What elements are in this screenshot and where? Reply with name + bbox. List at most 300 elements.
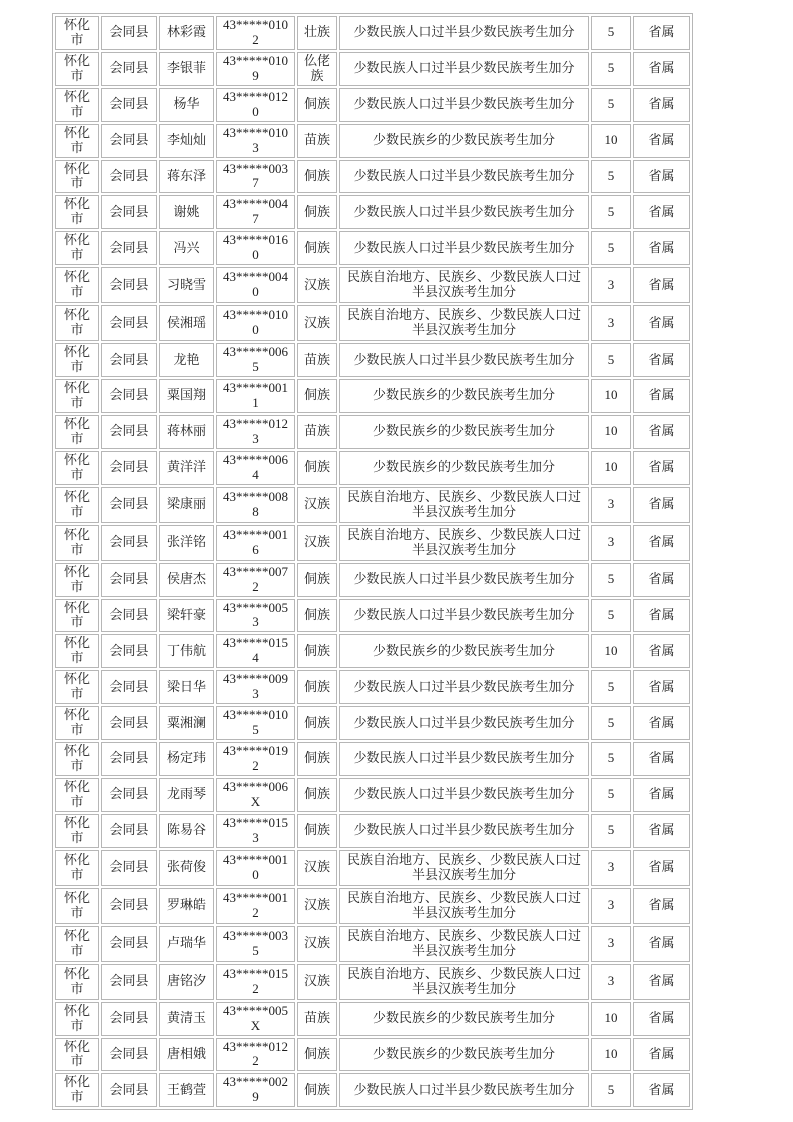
cell-exam-id [216, 415, 295, 449]
cell-student-name [159, 487, 214, 523]
county-text: 会同县 [109, 1081, 149, 1097]
cell-bonus-reason [339, 124, 589, 158]
student-name-text: 谢姚 [173, 203, 200, 219]
ethnicity-text: 侗族 [303, 239, 330, 255]
cell-points [591, 451, 631, 485]
cell-county [101, 16, 157, 50]
affiliation-text: 省属 [648, 351, 675, 367]
cell-student-name [159, 964, 214, 1000]
city-text: 怀化市 [63, 599, 90, 630]
ethnicity-text: 汉族 [303, 314, 330, 330]
student-name-text: 冯兴 [173, 239, 200, 255]
ethnicity-text: 汉族 [303, 897, 330, 913]
county-text: 会同县 [109, 606, 149, 622]
exam-id-line-2: 5 [252, 722, 259, 738]
student-name-text: 张洋铭 [166, 534, 206, 550]
cell-bonus-reason [339, 16, 589, 50]
table-row [55, 415, 690, 449]
ethnicity-text: 侗族 [303, 387, 330, 403]
cell-affiliation [633, 563, 690, 597]
cell-points [591, 305, 631, 341]
cell-student-name [159, 415, 214, 449]
cell-ethnicity [297, 850, 337, 886]
cell-ethnicity [297, 52, 337, 86]
city-text: 怀化市 [63, 927, 90, 958]
cell-ethnicity [297, 195, 337, 229]
cell-county [101, 231, 157, 265]
ethnicity-text: 侗族 [303, 606, 330, 622]
student-name-text: 丁伟航 [166, 642, 206, 658]
cell-bonus-reason [339, 1073, 589, 1107]
cell-bonus-reason [339, 52, 589, 86]
cell-city [55, 195, 99, 229]
exam-id-line-2: 3 [252, 139, 259, 155]
cell-county [101, 563, 157, 597]
cell-ethnicity [297, 814, 337, 848]
cell-affiliation [633, 267, 690, 303]
points-text: 3 [607, 276, 615, 292]
affiliation-text: 省属 [648, 24, 675, 40]
cell-ethnicity [297, 16, 337, 50]
student-name-text: 罗琳皓 [166, 897, 206, 913]
cell-ethnicity [297, 231, 337, 265]
ethnicity-text: 汉族 [303, 534, 330, 550]
cell-exam-id [216, 451, 295, 485]
points-text: 5 [607, 822, 615, 838]
cell-affiliation [633, 415, 690, 449]
cell-city [55, 814, 99, 848]
cell-points [591, 487, 631, 523]
cell-ethnicity [297, 1073, 337, 1107]
county-text: 会同县 [109, 423, 149, 439]
points-text: 5 [607, 678, 615, 694]
exam-id-line-2: 9 [252, 67, 259, 83]
exam-id-line-2: 2 [252, 757, 259, 773]
city-text: 怀化市 [63, 124, 90, 155]
cell-affiliation [633, 379, 690, 413]
points-text: 5 [607, 60, 615, 76]
city-text: 怀化市 [63, 851, 90, 882]
exam-id-line-2: 0 [252, 322, 259, 338]
cell-student-name [159, 305, 214, 341]
cell-bonus-reason [339, 231, 589, 265]
points-text: 5 [607, 571, 615, 587]
county-text: 会同县 [109, 786, 149, 802]
exam-id-line-1: 43*****012 [223, 88, 288, 104]
bonus-reason-text: 少数民族乡的少数民族考生加分 [372, 459, 555, 475]
cell-points [591, 706, 631, 740]
cell-exam-id [216, 52, 295, 86]
bonus-points-table [52, 13, 693, 1110]
exam-id-line-2: 2 [252, 31, 259, 47]
cell-county [101, 451, 157, 485]
cell-exam-id [216, 1038, 295, 1072]
cell-ethnicity [297, 563, 337, 597]
cell-exam-id [216, 16, 295, 50]
exam-id-line-2: 3 [252, 614, 259, 630]
student-name-text: 梁康丽 [166, 496, 206, 512]
cell-bonus-reason [339, 88, 589, 122]
ethnicity-text: 侗族 [303, 750, 330, 766]
exam-id-line-2: 0 [252, 247, 259, 263]
affiliation-text: 省属 [648, 534, 675, 550]
table-row [55, 267, 690, 303]
table-row [55, 814, 690, 848]
cell-ethnicity [297, 742, 337, 776]
student-name-text: 龙艳 [173, 351, 200, 367]
affiliation-text: 省属 [648, 1010, 675, 1026]
student-name-text: 梁轩豪 [166, 606, 206, 622]
exam-id-line-1: 43*****012 [223, 1038, 288, 1054]
cell-county [101, 850, 157, 886]
city-text: 怀化市 [63, 380, 90, 410]
cell-points [591, 88, 631, 122]
cell-city [55, 888, 99, 924]
student-name-text: 侯湘瑶 [166, 314, 206, 330]
cell-city [55, 16, 99, 50]
county-text: 会同县 [109, 859, 149, 875]
cell-county [101, 742, 157, 776]
points-text: 3 [607, 496, 615, 512]
cell-city [55, 1002, 99, 1036]
cell-affiliation [633, 670, 690, 704]
cell-county [101, 926, 157, 962]
student-name-text: 卢瑞华 [166, 935, 206, 951]
cell-county [101, 415, 157, 449]
cell-points [591, 16, 631, 50]
exam-id-line-2: 4 [252, 650, 259, 666]
cell-ethnicity [297, 1038, 337, 1072]
cell-ethnicity [297, 88, 337, 122]
affiliation-text: 省属 [648, 423, 675, 439]
cell-student-name [159, 525, 214, 561]
cell-points [591, 267, 631, 303]
exam-id-line-2: 4 [252, 466, 259, 482]
table-row [55, 451, 690, 485]
ethnicity-text: 苗族 [303, 1010, 330, 1026]
county-text: 会同县 [109, 534, 149, 550]
cell-city [55, 1073, 99, 1107]
ethnicity-text: 侗族 [303, 1045, 330, 1061]
cell-student-name [159, 888, 214, 924]
cell-affiliation [633, 926, 690, 962]
cell-points [591, 888, 631, 924]
cell-city [55, 267, 99, 303]
ethnicity-text: 苗族 [303, 132, 330, 148]
bonus-reason-text: 民族自治地方、民族乡、少数民族人口过半县汉族考生加分 [346, 269, 581, 300]
affiliation-text: 省属 [648, 1045, 675, 1061]
student-name-text: 侯唐杰 [166, 571, 206, 587]
affiliation-text: 省属 [648, 571, 675, 587]
cell-county [101, 88, 157, 122]
ethnicity-text: 汉族 [303, 935, 330, 951]
bonus-reason-text: 民族自治地方、民族乡、少数民族人口过半县汉族考生加分 [346, 307, 581, 338]
county-text: 会同县 [109, 203, 149, 219]
points-text: 3 [607, 935, 615, 951]
cell-ethnicity [297, 964, 337, 1000]
county-text: 会同县 [109, 24, 149, 40]
cell-city [55, 563, 99, 597]
exam-id-line-1: 43*****010 [223, 52, 288, 68]
table-row [55, 850, 690, 886]
cell-exam-id [216, 1002, 295, 1036]
student-name-text: 梁日华 [166, 678, 206, 694]
student-name-text: 陈易谷 [166, 822, 206, 838]
bonus-reason-text: 少数民族人口过半县少数民族考生加分 [353, 24, 575, 40]
exam-id-line-1: 43*****012 [223, 415, 288, 431]
city-text: 怀化市 [63, 743, 90, 773]
cell-student-name [159, 16, 214, 50]
cell-exam-id [216, 888, 295, 924]
city-text: 怀化市 [63, 88, 90, 119]
cell-exam-id [216, 1073, 295, 1107]
bonus-reason-text: 少数民族人口过半县少数民族考生加分 [353, 571, 575, 587]
cell-bonus-reason [339, 563, 589, 597]
points-text: 3 [607, 973, 615, 989]
table-row [55, 343, 690, 377]
cell-points [591, 926, 631, 962]
cell-affiliation [633, 195, 690, 229]
cell-points [591, 563, 631, 597]
affiliation-text: 省属 [648, 239, 675, 255]
city-text: 怀化市 [63, 814, 90, 845]
cell-city [55, 451, 99, 485]
cell-ethnicity [297, 267, 337, 303]
city-text: 怀化市 [63, 1002, 90, 1033]
student-name-text: 王鹤萱 [166, 1081, 206, 1097]
city-text: 怀化市 [63, 707, 90, 738]
table-row [55, 670, 690, 704]
exam-id-line-1: 43*****004 [223, 269, 288, 285]
affiliation-text: 省属 [648, 897, 675, 913]
table-row [55, 305, 690, 341]
county-text: 会同县 [109, 1010, 149, 1026]
cell-student-name [159, 634, 214, 668]
cell-city [55, 599, 99, 633]
cell-ethnicity [297, 451, 337, 485]
cell-city [55, 525, 99, 561]
cell-exam-id [216, 305, 295, 341]
exam-id-line-1: 43*****006 [223, 344, 288, 360]
ethnicity-text: 侗族 [303, 822, 330, 838]
county-text: 会同县 [109, 276, 149, 292]
cell-county [101, 379, 157, 413]
cell-affiliation [633, 888, 690, 924]
cell-student-name [159, 231, 214, 265]
student-name-text: 林彩霞 [166, 24, 206, 40]
exam-id-line-1: 43*****003 [223, 927, 288, 943]
points-text: 3 [607, 859, 615, 875]
cell-student-name [159, 1038, 214, 1072]
exam-id-line-2: 3 [252, 686, 259, 702]
cell-points [591, 599, 631, 633]
exam-id-line-2: 0 [252, 866, 259, 882]
student-name-text: 杨定玮 [166, 750, 206, 766]
bonus-reason-text: 少数民族人口过半县少数民族考生加分 [353, 678, 575, 694]
county-text: 会同县 [109, 351, 149, 367]
affiliation-text: 省属 [648, 203, 675, 219]
cell-points [591, 195, 631, 229]
county-text: 会同县 [109, 897, 149, 913]
affiliation-text: 省属 [648, 167, 675, 183]
table-row [55, 778, 690, 812]
affiliation-text: 省属 [648, 786, 675, 802]
cell-county [101, 706, 157, 740]
cell-city [55, 124, 99, 158]
table-row [55, 1073, 690, 1107]
cell-affiliation [633, 634, 690, 668]
bonus-reason-text: 少数民族人口过半县少数民族考生加分 [353, 351, 575, 367]
ethnicity-text: 壮族 [303, 24, 330, 40]
exam-id-line-1: 43*****005 [223, 1002, 288, 1018]
exam-id-line-1: 43*****015 [223, 814, 288, 830]
cell-bonus-reason [339, 487, 589, 523]
bonus-reason-text: 少数民族人口过半县少数民族考生加分 [353, 203, 575, 219]
county-text: 会同县 [109, 96, 149, 112]
cell-ethnicity [297, 415, 337, 449]
city-text: 怀化市 [63, 232, 90, 263]
affiliation-text: 省属 [648, 387, 675, 403]
table-row [55, 926, 690, 962]
table-row [55, 525, 690, 561]
affiliation-text: 省属 [648, 678, 675, 694]
bonus-reason-text: 少数民族乡的少数民族考生加分 [372, 423, 555, 439]
cell-points [591, 415, 631, 449]
cell-city [55, 634, 99, 668]
ethnicity-text: 侗族 [303, 203, 330, 219]
bonus-reason-text: 少数民族乡的少数民族考生加分 [372, 1045, 555, 1061]
cell-city [55, 926, 99, 962]
county-text: 会同县 [109, 714, 149, 730]
cell-county [101, 52, 157, 86]
affiliation-text: 省属 [648, 642, 675, 658]
table-row [55, 1038, 690, 1072]
ethnicity-text: 汉族 [303, 973, 330, 989]
points-text: 5 [607, 351, 615, 367]
points-text: 3 [607, 897, 615, 913]
cell-exam-id [216, 525, 295, 561]
cell-exam-id [216, 964, 295, 1000]
cell-affiliation [633, 1073, 690, 1107]
exam-id-line-1: 43*****005 [223, 599, 288, 615]
points-text: 5 [607, 96, 615, 112]
cell-exam-id [216, 563, 295, 597]
cell-city [55, 379, 99, 413]
ethnicity-text: 侗族 [303, 642, 330, 658]
table-row [55, 563, 690, 597]
county-text: 会同县 [109, 60, 149, 76]
cell-ethnicity [297, 599, 337, 633]
exam-id-line-1: 43*****006 [223, 451, 288, 467]
cell-bonus-reason [339, 814, 589, 848]
bonus-reason-text: 少数民族人口过半县少数民族考生加分 [353, 822, 575, 838]
table-row [55, 231, 690, 265]
exam-id-line-2: 2 [252, 578, 259, 594]
county-text: 会同县 [109, 1045, 149, 1061]
cell-student-name [159, 706, 214, 740]
cell-ethnicity [297, 305, 337, 341]
cell-student-name [159, 267, 214, 303]
bonus-reason-text: 少数民族乡的少数民族考生加分 [372, 387, 555, 403]
table-row [55, 634, 690, 668]
student-name-text: 习晓雪 [166, 276, 206, 292]
cell-affiliation [633, 160, 690, 194]
points-text: 10 [604, 459, 618, 475]
student-name-text: 唐相娥 [166, 1045, 206, 1061]
cell-ethnicity [297, 926, 337, 962]
cell-affiliation [633, 52, 690, 86]
city-text: 怀化市 [63, 635, 90, 666]
bonus-reason-text: 民族自治地方、民族乡、少数民族人口过半县汉族考生加分 [346, 526, 581, 557]
exam-id-line-1: 43*****004 [223, 196, 288, 212]
student-name-text: 蒋林丽 [166, 423, 206, 439]
cell-affiliation [633, 487, 690, 523]
cell-bonus-reason [339, 1002, 589, 1036]
cell-affiliation [633, 778, 690, 812]
exam-id-line-1: 43*****015 [223, 965, 288, 981]
cell-county [101, 670, 157, 704]
city-text: 怀化市 [63, 889, 90, 920]
cell-points [591, 379, 631, 413]
student-name-text: 李灿灿 [166, 132, 206, 148]
ethnicity-text: 苗族 [303, 423, 330, 439]
city-text: 怀化市 [63, 451, 90, 482]
bonus-reason-text: 民族自治地方、民族乡、少数民族人口过半县汉族考生加分 [346, 965, 581, 996]
cell-bonus-reason [339, 267, 589, 303]
cell-exam-id [216, 634, 295, 668]
county-text: 会同县 [109, 167, 149, 183]
table-row [55, 160, 690, 194]
cell-exam-id [216, 160, 295, 194]
county-text: 会同县 [109, 571, 149, 587]
cell-student-name [159, 124, 214, 158]
cell-city [55, 850, 99, 886]
cell-affiliation [633, 88, 690, 122]
exam-id-line-2: 7 [252, 211, 259, 227]
cell-county [101, 1002, 157, 1036]
exam-id-line-1: 43*****008 [223, 488, 288, 504]
city-text: 怀化市 [63, 344, 90, 375]
points-text: 10 [604, 387, 618, 403]
cell-city [55, 487, 99, 523]
student-name-text: 黄清玉 [166, 1010, 206, 1026]
cell-city [55, 778, 99, 812]
cell-student-name [159, 599, 214, 633]
bonus-reason-text: 少数民族人口过半县少数民族考生加分 [353, 786, 575, 802]
cell-points [591, 1073, 631, 1107]
cell-points [591, 52, 631, 86]
ethnicity-text: 侗族 [303, 678, 330, 694]
cell-points [591, 670, 631, 704]
bonus-reason-text: 少数民族人口过半县少数民族考生加分 [353, 750, 575, 766]
exam-id-line-1: 43*****003 [223, 160, 288, 176]
affiliation-text: 省属 [648, 459, 675, 475]
table-row [55, 487, 690, 523]
ethnicity-text: 汉族 [303, 859, 330, 875]
points-text: 3 [607, 314, 615, 330]
bonus-reason-text: 少数民族乡的少数民族考生加分 [372, 642, 555, 658]
exam-id-line-1: 43*****010 [223, 124, 288, 140]
points-text: 5 [607, 1081, 615, 1097]
cell-county [101, 814, 157, 848]
cell-points [591, 525, 631, 561]
affiliation-text: 省属 [648, 276, 675, 292]
cell-student-name [159, 160, 214, 194]
exam-id-line-1: 43*****010 [223, 707, 288, 723]
exam-id-line-2: 1 [252, 394, 259, 410]
county-text: 会同县 [109, 973, 149, 989]
ethnicity-text: 侗族 [303, 459, 330, 475]
